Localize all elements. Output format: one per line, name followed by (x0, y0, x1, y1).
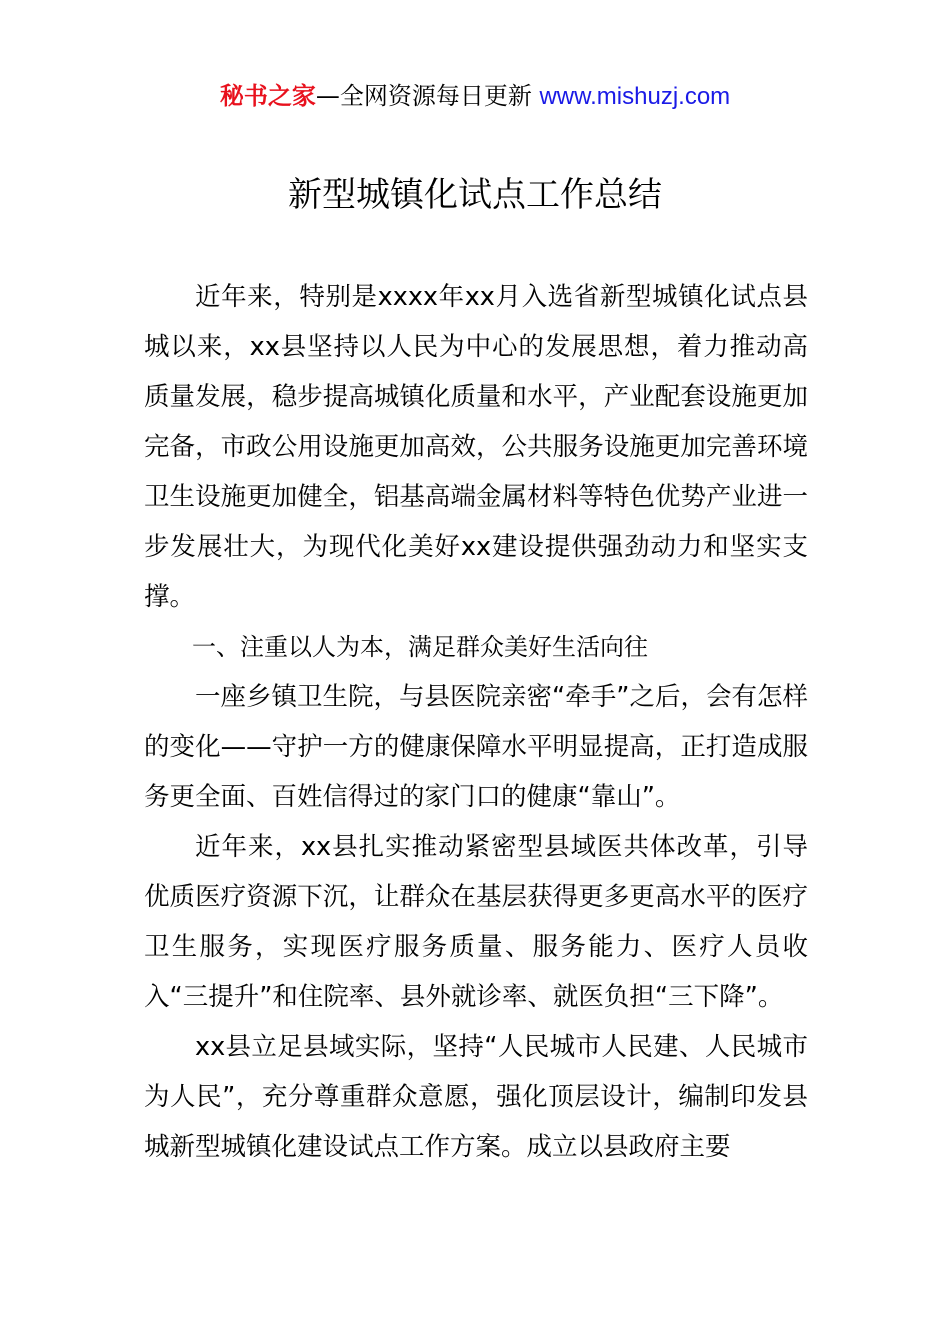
document-title: 新型城镇化试点工作总结 (288, 175, 662, 215)
paragraph-county-plan: xx县立足县域实际，坚持“人民城市人民建、人民城市为人民”，充分尊重群众意愿，强化顶层设计，编制印发县城新型城镇化建设试点工作方案。成立以县政府主要 (144, 1032, 808, 1162)
paragraph-medical-reform: 近年来，xx县扎实推动紧密型县域医共体改革，引导优质医疗资源下沉，让群众在基层获得更多更高水平的医疗卫生服务，实现医疗服务质量、服务能力、医疗人员收入“三提升”和住院率、县外就诊率、就医负担“三下降”。 (144, 832, 808, 1012)
paragraph-health-center: 一座乡镇卫生院，与县医院亲密“牵手”之后，会有怎样的变化——守护一方的健康保障水平明显提高，正打造成服务更全面、百姓信得过的家门口的健康“靠山”。 (144, 682, 808, 812)
paragraph-intro: 近年来，特别是xxxx年xx月入选省新型城镇化试点县城以来，xx县坚持以人民为中心的发展思想，着力推动高质量发展，稳步提高城镇化质量和水平，产业配套设施更加完备，市政公用设施更加高效，公共服务设施更加完善环境卫生设施更加健全，铝基高端金属材料等特色优势产业进一步发展壮大，为现代化美好xx建设提供强劲动力和坚实支撑。 (144, 282, 808, 612)
site-header (0, 80, 950, 113)
brand-name: 秘书之家 (219, 82, 316, 110)
site-url-link[interactable]: www.mishuzj.com (539, 83, 731, 110)
section-heading-1: 一、注重以人为本，满足群众美好生活向往 (192, 633, 648, 661)
document-body (144, 272, 808, 1172)
header-tagline: —全网资源每日更新 (315, 82, 540, 110)
